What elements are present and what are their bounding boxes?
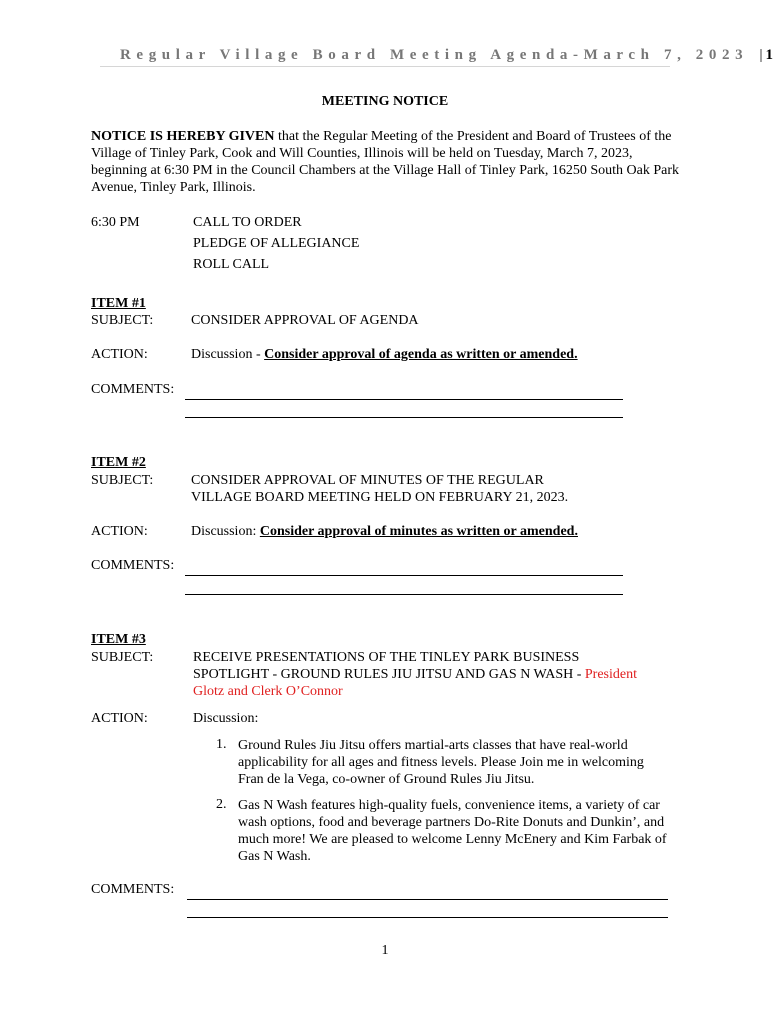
list-item: Gas N Wash features high-quality fuels, convenience items, a variety of car wash options, food and beverage partners Do-Rite Donuts and Dunkin’, and much more! We are pleased to welcome Lenny McEnery and Kim Farbak of Gas N Wash. bbox=[238, 798, 667, 864]
page-title: MEETING NOTICE bbox=[321, 94, 449, 109]
item-1-subject: CONSIDER APPROVAL OF AGENDA bbox=[191, 313, 419, 328]
item-3-comment-line[interactable] bbox=[187, 917, 668, 918]
header-page-number: 1 bbox=[765, 47, 773, 63]
notice-paragraph bbox=[91, 128, 681, 196]
opening-item-call-to-order: CALL TO ORDER bbox=[193, 215, 302, 230]
item-3-comment-line[interactable] bbox=[187, 899, 668, 900]
item-3-comments-label: COMMENTS: bbox=[91, 882, 175, 897]
list-item-number: 1. bbox=[216, 737, 227, 752]
item-1-action-label: ACTION: bbox=[91, 347, 148, 362]
item-1-comment-line[interactable] bbox=[185, 417, 623, 418]
page-number: 1 bbox=[381, 943, 389, 958]
opening-item-pledge: PLEDGE OF ALLEGIANCE bbox=[193, 236, 360, 251]
header-title: Regular Village Board Meeting Agenda-March 7, 2023 bbox=[120, 47, 749, 63]
item-3-action-label: ACTION: bbox=[91, 711, 148, 726]
item-1-heading: ITEM #1 bbox=[91, 296, 146, 311]
item-1-action-text: Consider approval of agenda as written or amended. bbox=[264, 347, 578, 362]
item-2-action-label: ACTION: bbox=[91, 524, 148, 539]
item-3-subject-line: RECEIVE PRESENTATIONS OF THE TINLEY PARK BUSINESS bbox=[193, 650, 580, 665]
opening-item-roll-call: ROLL CALL bbox=[193, 257, 270, 272]
item-1-comments-label: COMMENTS: bbox=[91, 382, 175, 397]
item-1-action-prefix: Discussion - bbox=[191, 347, 265, 362]
item-3-heading: ITEM #3 bbox=[91, 632, 146, 647]
header-pipe: | bbox=[759, 47, 763, 63]
item-2-comment-line[interactable] bbox=[185, 594, 623, 595]
item-2-comment-line[interactable] bbox=[185, 575, 623, 576]
item-3-subject-text: SPOTLIGHT - GROUND RULES JIU JITSU AND GAS N WASH - bbox=[193, 667, 585, 682]
item-3-action: Discussion: bbox=[193, 711, 259, 726]
list-item-number: 2. bbox=[216, 797, 227, 812]
item-2-subject-line: VILLAGE BOARD MEETING HELD ON FEBRUARY 21, 2023. bbox=[191, 490, 569, 505]
list-item: Ground Rules Jiu Jitsu offers martial-arts classes that have real-world applicability for all ages and fitness levels. Please Join me in welcoming Fran de la Vega, co-owner of Ground Rules Jiu Jitsu. bbox=[238, 738, 644, 787]
notice-body: that the Regular Meeting of the President and Board of Trustees of the Village of Tinley Park, Cook and Will Counties, Illinois will be held on Tuesday, March 7, 2023, beginning at 6:30 PM in the Council Chambers at the Village Hall of Tinley Park, 16250 South Oak Park Avenue, Tinley Park, Illinois. bbox=[91, 129, 680, 195]
item-2-action bbox=[191, 524, 578, 540]
item-3-subject-line bbox=[193, 667, 637, 683]
item-3-subject-label: SUBJECT: bbox=[91, 650, 154, 665]
opening-time: 6:30 PM bbox=[91, 215, 140, 230]
running-header bbox=[120, 47, 773, 64]
item-2-action-prefix: Discussion: bbox=[191, 524, 260, 539]
header-rule bbox=[100, 66, 670, 67]
item-2-subject-label: SUBJECT: bbox=[91, 473, 154, 488]
item-3-presenter: President bbox=[584, 667, 637, 682]
item-2-heading: ITEM #2 bbox=[91, 455, 146, 470]
item-1-comment-line[interactable] bbox=[185, 399, 623, 400]
item-2-subject-line: CONSIDER APPROVAL OF MINUTES OF THE REGULAR bbox=[191, 473, 544, 488]
item-1-subject-label: SUBJECT: bbox=[91, 313, 154, 328]
item-3-presenter: Glotz and Clerk O’Connor bbox=[193, 684, 343, 699]
item-1-action bbox=[191, 347, 578, 363]
notice-lead: NOTICE IS HEREBY GIVEN bbox=[91, 129, 275, 144]
item-2-comments-label: COMMENTS: bbox=[91, 558, 175, 573]
item-2-action-text: Consider approval of minutes as written or amended. bbox=[259, 524, 578, 539]
